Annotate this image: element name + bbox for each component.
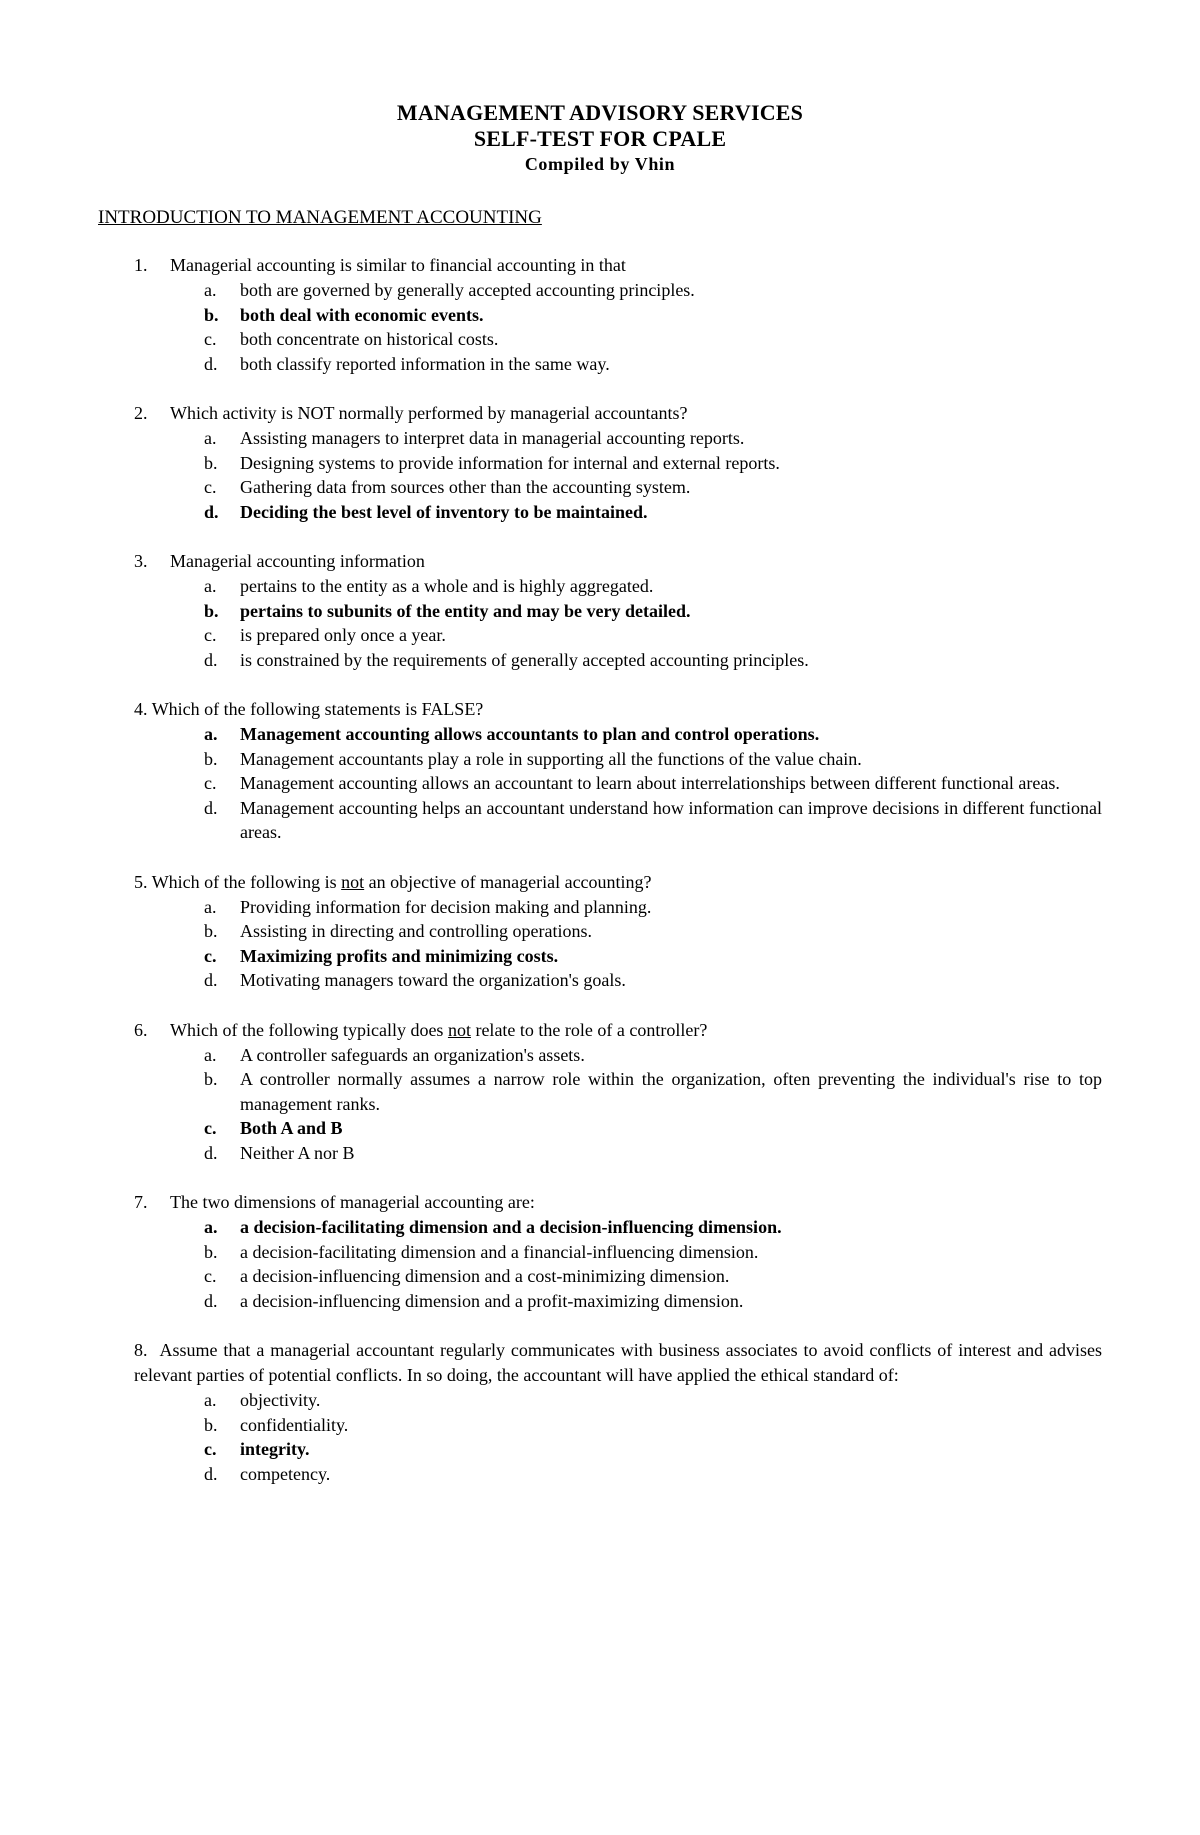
choice-text: objectivity.: [240, 1390, 321, 1410]
question-stem: [0, 1190, 1200, 1215]
choice-item: [0, 1141, 1200, 1166]
question-text: Which of the following statements is FALSE?: [151, 699, 484, 719]
choice-item: [0, 771, 1200, 796]
choice-item: [0, 1067, 1200, 1116]
choice-text: Management accounting allows an accountant to learn about interrelationships between different functional areas.: [240, 773, 1060, 793]
choice-list: [0, 1388, 1200, 1486]
document-title: MANAGEMENT ADVISORY SERVICES: [396, 100, 804, 125]
question-number: 7.: [134, 1192, 148, 1212]
choice-letter: b.: [204, 304, 219, 325]
choice-item: [0, 352, 1200, 377]
choice-text: Management accounting helps an accountant understand how information can improve decisions in different functional areas.: [240, 797, 1102, 842]
document-header: [0, 100, 1200, 176]
choice-item: [0, 451, 1200, 476]
choice-text: A controller safeguards an organization's assets.: [240, 1044, 585, 1065]
choice-item: [0, 327, 1200, 352]
choice-letter: d.: [204, 501, 219, 522]
question-number: 5.: [134, 871, 148, 892]
choice-text: confidentiality.: [240, 1414, 349, 1435]
choice-letter: b.: [204, 921, 218, 941]
choice-list: [0, 278, 1200, 376]
choice-letter: a.: [204, 896, 217, 917]
choice-letter: b.: [204, 452, 218, 473]
choice-letter: d.: [204, 970, 218, 990]
choice-letter: d.: [204, 353, 218, 374]
question-stem: [0, 401, 1200, 426]
choice-item: [0, 648, 1200, 673]
question-text: The two dimensions of managerial accounting are:: [170, 1192, 535, 1212]
question-5: [0, 870, 1200, 993]
choice-list: [0, 722, 1200, 845]
choice-text: Management accounting allows accountants to plan and control operations.: [240, 724, 820, 744]
choice-letter: c.: [204, 945, 217, 966]
choice-letter: d.: [204, 797, 218, 818]
choice-item: [0, 796, 1200, 845]
section-heading: INTRODUCTION TO MANAGEMENT ACCOUNTING: [98, 207, 542, 228]
choice-letter: c.: [204, 1439, 217, 1459]
choice-item-correct: [0, 1437, 1200, 1462]
choice-letter: b.: [204, 748, 218, 769]
choice-text: competency.: [240, 1463, 331, 1484]
question-stem: [0, 253, 1200, 278]
choice-text: A controller normally assumes a narrow role within the organization, often preventing the individual's rise to top management ranks.: [240, 1069, 1102, 1114]
choice-item: [0, 623, 1200, 648]
choice-text: both classify reported information in the same way.: [240, 353, 610, 374]
choice-item: [0, 574, 1200, 599]
choice-item: [0, 968, 1200, 993]
question-number: 1.: [134, 255, 148, 275]
choice-item-correct: [0, 303, 1200, 328]
choice-letter: d.: [204, 1142, 218, 1163]
choice-item: [0, 747, 1200, 772]
question-1: [0, 253, 1200, 376]
choice-text: Deciding the best level of inventory to be maintained.: [240, 501, 648, 522]
choice-letter: a.: [204, 724, 218, 744]
choice-text: Gathering data from sources other than the accounting system.: [240, 477, 691, 497]
choice-item: [0, 1240, 1200, 1265]
choice-item: [0, 1413, 1200, 1438]
choice-item-correct: [0, 599, 1200, 624]
question-text-before: Which of the following is: [151, 871, 337, 892]
document-compiler: Compiled by Vhin: [524, 154, 676, 174]
choice-text: both are governed by generally accepted accounting principles.: [240, 280, 695, 300]
choice-letter: a.: [204, 428, 217, 448]
question-text-after: an objective of managerial accounting?: [368, 871, 652, 892]
choice-item: [0, 1462, 1200, 1487]
choice-list: [0, 426, 1200, 524]
question-8: [0, 1338, 1200, 1486]
question-2: [0, 401, 1200, 524]
choice-letter: d.: [204, 1290, 218, 1311]
choice-list: [0, 895, 1200, 993]
choice-text: Designing systems to provide information for internal and external reports.: [240, 452, 780, 473]
choice-letter: a.: [204, 1044, 217, 1065]
choice-letter: c.: [204, 773, 217, 793]
choice-letter: a.: [204, 1390, 217, 1410]
question-stem: [0, 1338, 1200, 1388]
choice-text: a decision-facilitating dimension and a financial-influencing dimension.: [240, 1241, 759, 1262]
question-number: 8.: [134, 1340, 148, 1360]
question-stem: [0, 1018, 1200, 1043]
choice-text: Motivating managers toward the organization's goals.: [240, 970, 626, 990]
choice-text: a decision-facilitating dimension and a decision-influencing dimension.: [240, 1217, 782, 1237]
choice-text: both concentrate on historical costs.: [240, 329, 499, 349]
choice-item-correct: [0, 722, 1200, 747]
choice-letter: d.: [204, 1463, 218, 1484]
document-subtitle: SELF-TEST FOR CPALE: [473, 126, 727, 151]
choice-item: [0, 1388, 1200, 1413]
choice-letter: a.: [204, 1217, 218, 1237]
question-number: 6.: [134, 1019, 148, 1040]
choice-letter: c.: [204, 329, 217, 349]
choice-text: both deal with economic events.: [240, 304, 484, 325]
choice-text: Providing information for decision making and planning.: [240, 896, 652, 917]
choice-letter: a.: [204, 280, 217, 300]
choice-item: [0, 919, 1200, 944]
choice-letter: a.: [204, 576, 217, 596]
choice-text: Assisting in directing and controlling operations.: [240, 921, 592, 941]
choice-text: Neither A nor B: [240, 1142, 355, 1163]
question-3: [0, 549, 1200, 672]
choice-item-correct: [0, 1215, 1200, 1240]
choice-text: Assisting managers to interpret data in managerial accounting reports.: [240, 428, 745, 448]
choice-letter: c.: [204, 1266, 217, 1286]
question-4: [0, 697, 1200, 845]
question-text-after: relate to the role of a controller?: [475, 1019, 708, 1040]
choice-text: integrity.: [240, 1439, 310, 1459]
question-text: Managerial accounting is similar to financial accounting in that: [170, 255, 626, 275]
question-stem: [0, 697, 1200, 722]
question-number: 4.: [134, 699, 148, 719]
choice-letter: b.: [204, 600, 219, 621]
choice-item: [0, 475, 1200, 500]
choice-item: [0, 1289, 1200, 1314]
question-stem: [0, 870, 1200, 895]
choice-letter: c.: [204, 625, 217, 645]
choice-item-correct: [0, 944, 1200, 969]
choice-text: pertains to subunits of the entity and may be very detailed.: [240, 600, 691, 621]
question-text: Assume that a managerial accountant regularly communicates with business associates to avoid conflicts of interest and advises relevant parties of potential conflicts. In so doing, the accountant will have applied the ethical standard of:: [134, 1340, 1102, 1385]
choice-letter: d.: [204, 649, 218, 670]
choice-text: pertains to the entity as a whole and is highly aggregated.: [240, 576, 654, 596]
choice-item: [0, 895, 1200, 920]
choice-list: [0, 1215, 1200, 1313]
question-6: [0, 1018, 1200, 1166]
choice-text: is constrained by the requirements of generally accepted accounting principles.: [240, 649, 809, 670]
choice-item-correct: [0, 500, 1200, 525]
choice-list: [0, 574, 1200, 672]
choice-letter: c.: [204, 477, 217, 497]
question-number: 3.: [134, 551, 148, 571]
choice-letter: b.: [204, 1241, 218, 1262]
question-stem: [0, 549, 1200, 574]
question-7: [0, 1190, 1200, 1313]
choice-text: Maximizing profits and minimizing costs.: [240, 945, 559, 966]
choice-text: a decision-influencing dimension and a cost-minimizing dimension.: [240, 1266, 730, 1286]
choice-item: [0, 278, 1200, 303]
choice-item: [0, 1264, 1200, 1289]
question-text-emphasis: not: [447, 1019, 471, 1040]
question-text-emphasis: not: [341, 871, 365, 892]
choice-text: Management accountants play a role in supporting all the functions of the value chain.: [240, 748, 862, 769]
choice-text: a decision-influencing dimension and a profit-maximizing dimension.: [240, 1290, 744, 1311]
question-number: 2.: [134, 403, 148, 423]
question-text: Managerial accounting information: [170, 551, 425, 571]
choice-text: is prepared only once a year.: [240, 625, 446, 645]
choice-item: [0, 426, 1200, 451]
choice-text: Both A and B: [240, 1118, 343, 1138]
choice-list: [0, 1043, 1200, 1166]
choice-item: [0, 1043, 1200, 1068]
choice-item-correct: [0, 1116, 1200, 1141]
question-text-before: Which of the following typically does: [170, 1019, 444, 1040]
question-list: [0, 253, 1200, 1511]
question-text: Which activity is NOT normally performed by managerial accountants?: [170, 403, 688, 423]
choice-letter: b.: [204, 1069, 218, 1089]
choice-letter: c.: [204, 1118, 217, 1138]
choice-letter: b.: [204, 1414, 218, 1435]
